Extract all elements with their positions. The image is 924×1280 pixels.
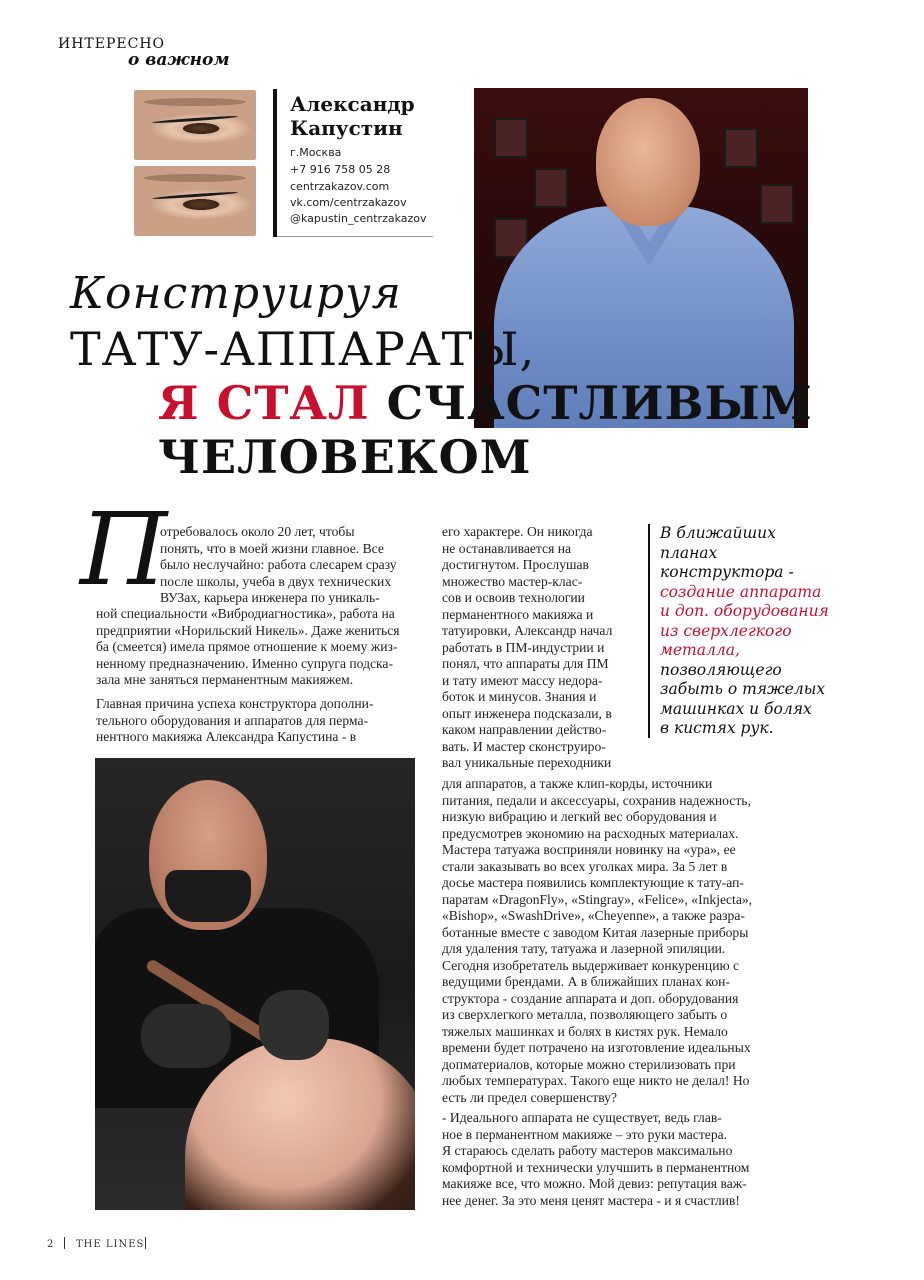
text-line: множество мастер-клас- [442,573,583,589]
text-line: низкую вибрацию и легкий вес оборудования и [442,809,717,824]
text-line: допматериалов, которые можно стерилизовать при [442,1056,736,1072]
text-line: нентного макияжа Александра Капустина - в [96,729,357,744]
text-line: и тату имеют массу недора- [442,672,603,688]
text-line: предусмотрев экономию на расходных материалах. [442,825,739,841]
text-line: понять, что в моей жизни главное. Все [160,540,384,556]
text-line: создание аппарата [660,582,822,601]
contact-name-first: Александр [290,92,415,116]
text-line: любых температурах. Такого еще никто не делал! Но [442,1073,750,1088]
title-line-3 [158,376,813,430]
text-line: тельного оборудования и аппаратов для перма- [96,712,368,728]
text-line: работать в ПМ-индустрии и [442,639,605,655]
text-line: не останавливается на [442,540,572,556]
text-line: перманентного макияжа и [442,606,594,622]
text-line: ботанные вместе с заводом Китая лазерные приборы [442,924,749,940]
text-line: забыть о тяжелых [660,680,826,698]
text-line: тяжелых машинках и болях в кистях рук. Немало [442,1023,728,1039]
section-label: ИНТЕРЕСНО [58,36,166,52]
text-line: есть ли предел совершенству? [442,1089,617,1105]
text-line: Я стараюсь сделать работу мастеров максимально [442,1143,733,1158]
quote-intro [660,524,830,583]
section-sublabel: о важном [128,50,230,70]
title-black-part: СЧАСТЛИВЫМ [369,376,813,430]
text-line: сов и освоив технологии [442,590,585,605]
contact-vk: vk.com/centrzakazov [290,196,407,209]
column-2-wide [442,776,782,842]
text-line: предприятии «Норильский Никель». Даже жениться [96,622,400,638]
eye-photo-2 [134,166,256,236]
work-photo [95,758,415,1210]
paragraph-1-bottom [96,606,416,689]
text-line: структора - создание аппарата и доп. оборудования [442,990,739,1006]
text-line: нее денег. За это меня ценят мастера - и я счастлив! [442,1192,740,1208]
text-line: стали заказывать во всех уголках мира. За 5 лет в [442,858,728,874]
text-line: ВУЗах, карьера инженера по уникаль- [160,590,380,605]
contact-divider [273,89,277,237]
footer-divider-2 [145,1237,146,1249]
contact-instagram: @kapustin_centrzakazov [290,212,427,225]
text-line: планах [660,543,718,562]
paragraph-1-top [160,524,420,607]
text-line: понял, что аппараты для ПМ [442,656,609,671]
text-line: для аппаратов, а также клип-корды, источники [442,776,713,791]
text-line: из сверхлегкого [660,621,792,640]
text-line: Главная причина успеха конструктора дополни- [96,696,374,711]
title-line-1: Конструируя [70,268,402,319]
text-line: ведущими брендами. А в ближайших планах кон- [442,974,730,989]
title-line-4: ЧЕЛОВЕКОМ [158,430,532,484]
text-line: опыт инженера подсказали, в [442,705,612,721]
text-line: было неслучайно: работа слесарем сразу [160,557,397,572]
contact-city: г.Москва [290,146,342,159]
drop-cap: П [80,491,168,608]
quote-end [660,661,830,739]
text-line: вать. И мастер сконструиро- [442,738,606,754]
column-2-paragraph-3 [442,1110,782,1209]
text-line: ба (смеется) имела прямое отношение к моему жиз- [96,639,398,654]
eye-photo-1 [134,90,256,160]
text-line: Мастера татуажа восприняли новинку на «ура», ее [442,842,736,857]
quote-bar [648,524,650,738]
text-line: досье мастера появились комплектующие к тату-ап- [442,875,744,890]
text-line: макияже все, что можно. Мой девиз: репутация важ- [442,1176,747,1191]
title-line-2: ТАТУ-АППАРАТЫ, [70,322,536,376]
text-line: питания, педали и аксессуары, сохранив надежность, [442,792,751,808]
text-line: машинках и болях [660,699,812,718]
text-line: боток и минусов. Знания и [442,689,597,704]
text-line: отребовалось около 20 лет, чтобы [160,524,355,539]
text-line: вал уникальные переходники [442,755,612,770]
text-line: ненному предназначению. Именно супруга подска- [96,655,393,671]
text-line: «Bishop», «SwashDrive», «Cheyenne», а также разра- [442,908,745,923]
column-2-paragraph-2 [442,842,782,1106]
text-line: каком направлении действо- [442,722,607,737]
column-2-top [442,524,632,772]
contact-underline [277,236,433,237]
text-line: - Идеального аппарата не существует, ведь глав- [442,1110,722,1125]
quote-highlight [660,583,830,661]
text-line: времени будет потрачено на изготовление идеальных [442,1040,751,1055]
footer-divider-1 [64,1237,65,1249]
contact-phone: +7 916 758 05 28 [290,163,391,176]
text-line: Сегодня изобретатель выдерживает конкуренцию с [442,957,740,973]
page-number: 2 [47,1239,54,1250]
text-line: паратам «DragonFly», «Stingray», «Felice», «Inkjecta», [442,891,753,907]
text-line: его характере. Он никогда [442,524,593,539]
contact-name-last: Капустин [290,116,403,140]
text-line: для удаления тату, татуажа и лазерной эпиляции. [442,941,726,956]
text-line: после школы, учеба в двух технических [160,573,392,589]
text-line: ной специальности «Вибродиагностика», работа на [96,606,395,621]
pull-quote [660,524,830,739]
text-line: комфортной и технически улучшить в перманентном [442,1159,750,1175]
contact-name [290,92,415,140]
magazine-name: THE LINES [76,1239,145,1250]
text-line: конструктора - [660,563,794,581]
paragraph-2 [96,696,416,746]
contact-site: centrzakazov.com [290,180,390,193]
title-red-part: Я СТАЛ [158,376,370,430]
text-line: татуировки, Александр начал [442,623,613,638]
text-line: из сверхлегкого металла, позволяющего забыть о [442,1007,728,1022]
text-line: достигнутом. Прослушав [442,557,589,572]
text-line: и доп. оборудования [660,602,829,620]
text-line: позволяющего [660,660,782,679]
text-line: металла, [660,641,740,659]
text-line: зала мне заняться перманентным макияжем. [96,672,354,687]
text-line: в кистях рук. [660,719,774,737]
text-line: ное в перманентном макияже – это руки мастера. [442,1126,728,1142]
text-line: В ближайших [660,524,776,542]
